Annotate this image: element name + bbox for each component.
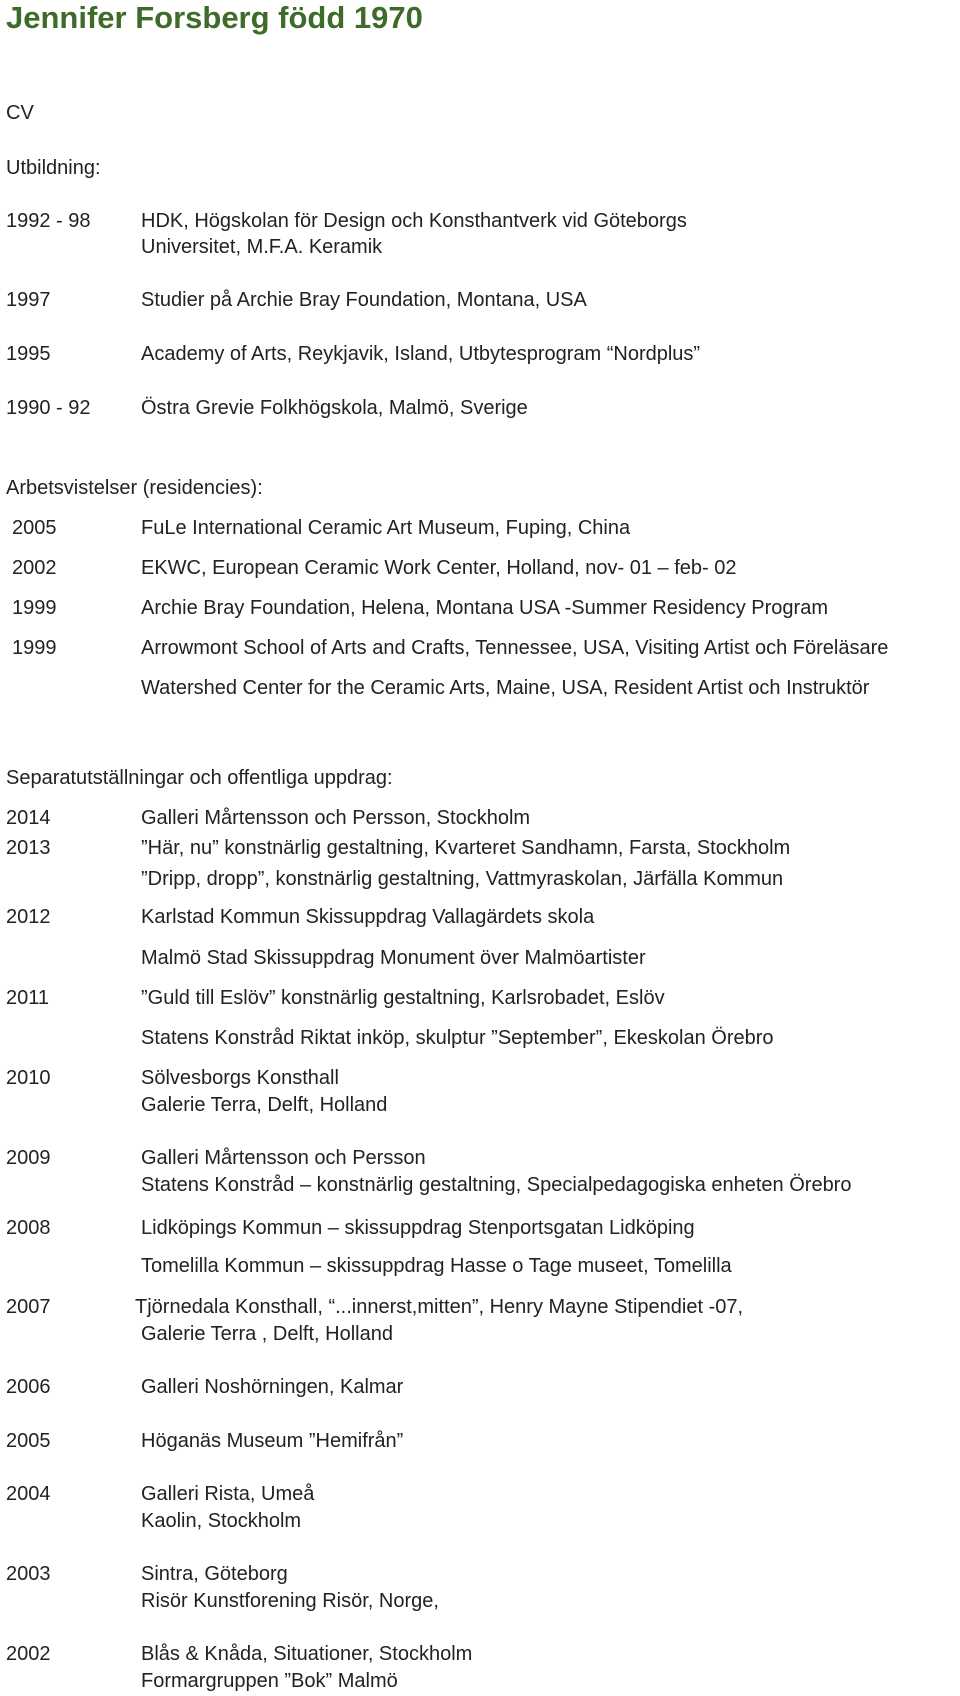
exhibition-year: 2004	[6, 1483, 51, 1505]
exhibition-year: 2012	[6, 906, 51, 928]
education-heading: Utbildning:	[6, 157, 101, 179]
education-text: HDK, Högskolan för Design och Konsthantverk vid Göteborgs	[141, 210, 687, 232]
exhibition-text: Galleri Mårtensson och Persson	[141, 1147, 426, 1169]
residency-text: FuLe International Ceramic Art Museum, Fuping, China	[141, 517, 631, 539]
exhibition-text: Sintra, Göteborg	[141, 1563, 288, 1585]
exhibition-year: 2005	[6, 1430, 51, 1452]
exhibition-text: Galleri Mårtensson och Persson, Stockholm	[141, 807, 531, 829]
exhibition-year: 2007	[6, 1296, 51, 1318]
exhibition-year: 2002	[6, 1643, 51, 1665]
education-year: 1992 - 98	[6, 210, 91, 232]
exhibition-year: 2014	[6, 807, 51, 829]
exhibition-text: ”Guld till Eslöv” konstnärlig gestaltning, Karlsrobadet, Eslöv	[141, 987, 665, 1009]
exhibition-text: Statens Konstråd – konstnärlig gestaltning, Specialpedagogiska enheten Örebro	[141, 1174, 852, 1196]
exhibition-text: Galerie Terra, Delft, Holland	[141, 1094, 388, 1116]
exhibition-text: Lidköpings Kommun – skissuppdrag Stenportsgatan Lidköping	[141, 1217, 695, 1239]
exhibition-text: Galerie Terra , Delft, Holland	[141, 1323, 393, 1345]
exhibition-year: 2013	[6, 837, 51, 859]
exhibition-text: Galleri Noshörningen, Kalmar	[141, 1376, 404, 1398]
residency-year: 1999	[12, 637, 57, 659]
exhibition-text: Sölvesborgs Konsthall	[141, 1067, 339, 1089]
exhibition-year: 2010	[6, 1067, 51, 1089]
exhibition-text: Tomelilla Kommun – skissuppdrag Hasse o Tage museet, Tomelilla	[141, 1255, 732, 1277]
residency-text: Archie Bray Foundation, Helena, Montana USA -Summer Residency Program	[141, 597, 828, 619]
residency-text: Watershed Center for the Ceramic Arts, Maine, USA, Resident Artist och Instruktör	[141, 677, 870, 699]
residency-year: 2002	[12, 557, 57, 579]
exhibition-text: Statens Konstråd Riktat inköp, skulptur ”September”, Ekeskolan Örebro	[141, 1027, 774, 1049]
exhibition-text: Karlstad Kommun Skissuppdrag Vallagärdets skola	[141, 906, 595, 928]
page-title: Jennifer Forsberg född 1970	[6, 0, 423, 35]
residency-year: 2005	[12, 517, 57, 539]
residency-text: Arrowmont School of Arts and Crafts, Tennessee, USA, Visiting Artist och Föreläsare	[141, 637, 889, 659]
exhibition-year: 2009	[6, 1147, 51, 1169]
exhibition-text: Formargruppen ”Bok” Malmö	[141, 1670, 398, 1692]
exhibition-year: 2006	[6, 1376, 51, 1398]
exhibition-text: Tjörnedala Konsthall, “...innerst,mitten”, Henry Mayne Stipendiet -07,	[135, 1296, 744, 1318]
education-text: Academy of Arts, Reykjavik, Island, Utbytesprogram “Nordplus”	[141, 343, 701, 365]
residencies-heading: Arbetsvistelser (residencies):	[6, 477, 263, 499]
exhibition-text: Blås & Knåda, Situationer, Stockholm	[141, 1643, 473, 1665]
exhibition-text: Kaolin, Stockholm	[141, 1510, 302, 1532]
education-year: 1995	[6, 343, 51, 365]
residency-text: EKWC, European Ceramic Work Center, Holland, nov- 01 – feb- 02	[141, 557, 737, 579]
education-text: Studier på Archie Bray Foundation, Montana, USA	[141, 289, 587, 311]
exhibition-text: ”Dripp, dropp”, konstnärlig gestaltning, Vattmyraskolan, Järfälla Kommun	[141, 868, 784, 890]
exhibition-year: 2003	[6, 1563, 51, 1585]
exhibition-text: Galleri Rista, Umeå	[141, 1483, 315, 1505]
exhibition-year: 2008	[6, 1217, 51, 1239]
education-year: 1997	[6, 289, 51, 311]
exhibition-text: Höganäs Museum ”Hemifrån”	[141, 1430, 404, 1452]
exhibition-text: Risör Kunstforening Risör, Norge,	[141, 1590, 439, 1612]
residency-year: 1999	[12, 597, 57, 619]
education-text: Universitet, M.F.A. Keramik	[141, 236, 383, 258]
exhibitions-heading: Separatutställningar och offentliga uppdrag:	[6, 767, 393, 789]
exhibition-text: Malmö Stad Skissuppdrag Monument över Malmöartister	[141, 947, 646, 969]
cv-label: CV	[6, 102, 34, 124]
education-text: Östra Grevie Folkhögskola, Malmö, Sverige	[141, 397, 528, 419]
education-year: 1990 - 92	[6, 397, 91, 419]
exhibition-text: ”Här, nu” konstnärlig gestaltning, Kvarteret Sandhamn, Farsta, Stockholm	[141, 837, 791, 859]
exhibition-year: 2011	[6, 987, 50, 1009]
